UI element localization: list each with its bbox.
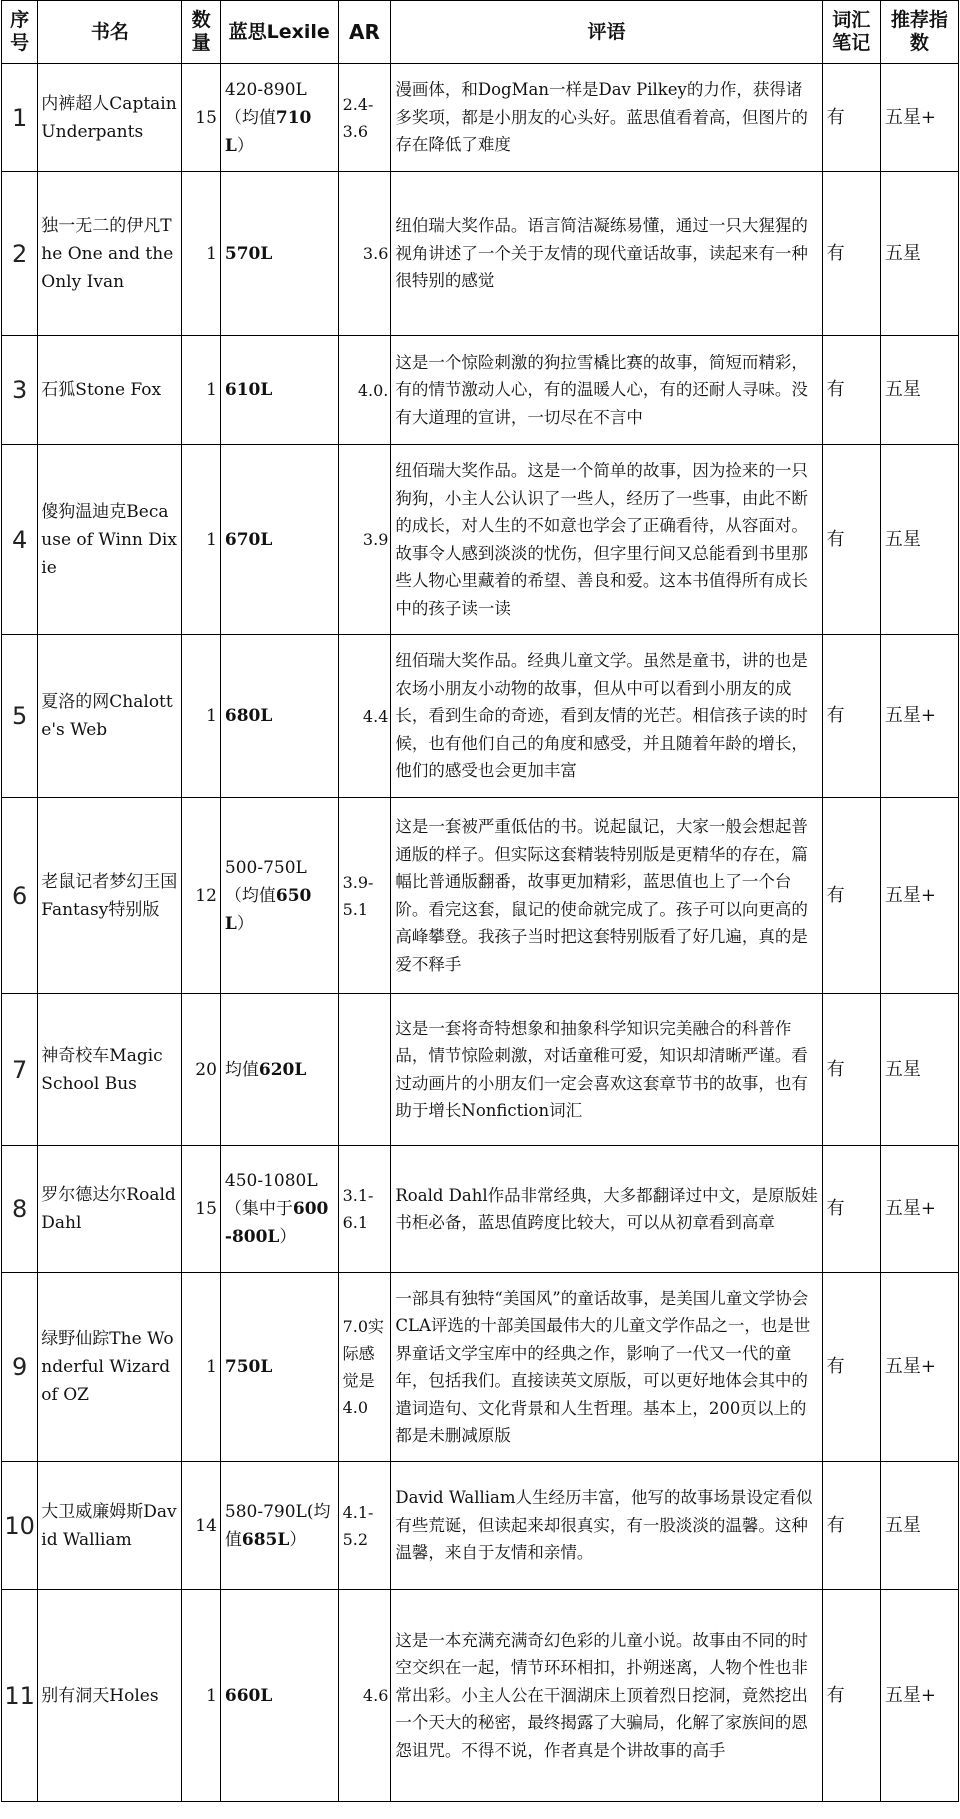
- vocab-notes: 有: [822, 1273, 880, 1462]
- recommend-rating: 五星+: [880, 64, 958, 172]
- lexile-main: 610L: [224, 380, 273, 400]
- row-number: 7: [2, 994, 38, 1146]
- book-quantity: 14: [182, 1462, 221, 1590]
- recommend-rating: 五星: [880, 172, 958, 336]
- book-list-table: [1, 0, 959, 1802]
- ar-level: 2.4-3.6: [338, 64, 391, 172]
- row-number: 8: [2, 1146, 38, 1273]
- lexile-value: [220, 798, 338, 994]
- vocab-notes: 有: [822, 1146, 880, 1273]
- header-ar: AR: [338, 1, 391, 64]
- recommend-rating: 五星+: [880, 1273, 958, 1462]
- vocab-notes: 有: [822, 1462, 880, 1590]
- vocab-notes: 有: [822, 172, 880, 336]
- book-quantity: 1: [182, 1590, 221, 1802]
- lexile-main: 600-800L: [224, 1199, 329, 1247]
- table-row: [2, 64, 959, 172]
- row-number: 3: [2, 336, 38, 445]
- book-quantity: 15: [182, 64, 221, 172]
- ar-level: 3.9-5.1: [338, 798, 391, 994]
- book-comment: 纽佰瑞大奖作品。这是一个简单的故事，因为捡来的一只狗狗，小主人公认识了一些人，经历了一些事，由此不断的成长，对人生的不如意也学会了正确看待，从容面对。故事令人感到淡淡的忧伤，但字里行间又总能看到书里那些人物心里藏着的希望、善良和爱。这本书值得所有成长中的孩子读一读: [391, 445, 822, 635]
- lexile-prefix: 450-1080L（集中于: [224, 1171, 318, 1219]
- ar-level: 4.1-5.2: [338, 1462, 391, 1590]
- lexile-prefix: 580-790L(均值: [224, 1501, 331, 1550]
- row-number: 11: [2, 1590, 38, 1802]
- ar-level: 4.6: [338, 1590, 391, 1802]
- ar-level: [338, 994, 391, 1146]
- lexile-value: [220, 635, 338, 798]
- row-number: 9: [2, 1273, 38, 1462]
- vocab-notes: 有: [822, 635, 880, 798]
- recommend-rating: 五星+: [880, 635, 958, 798]
- lexile-prefix: 420-890L（均值: [224, 79, 307, 128]
- book-title: 傻狗温迪克Because of Winn Dixie: [38, 445, 182, 635]
- row-number: 1: [2, 64, 38, 172]
- book-title: 老鼠记者梦幻王国Fantasy特别版: [38, 798, 182, 994]
- table-body: [2, 64, 959, 1802]
- lexile-value: [220, 994, 338, 1146]
- lexile-value: [220, 1590, 338, 1802]
- book-comment: 这是一个惊险刺激的狗拉雪橇比赛的故事，简短而精彩，有的情节激动人心，有的温暖人心，有的还耐人寻味。没有大道理的宣讲，一切尽在不言中: [391, 336, 822, 445]
- header-qty: 数量: [182, 1, 221, 64]
- lexile-value: [220, 1273, 338, 1462]
- lexile-value: [220, 336, 338, 445]
- lexile-suffix: ）: [279, 1227, 297, 1247]
- recommend-rating: 五星: [880, 336, 958, 445]
- vocab-notes: 有: [822, 64, 880, 172]
- lexile-value: [220, 1146, 338, 1273]
- book-quantity: 1: [182, 336, 221, 445]
- lexile-prefix: 500-750L（均值: [224, 857, 307, 906]
- vocab-notes: 有: [822, 336, 880, 445]
- book-title: 神奇校车Magic School Bus: [38, 994, 182, 1146]
- vocab-notes: 有: [822, 994, 880, 1146]
- header-lexile: 蓝思Lexile: [220, 1, 338, 64]
- lexile-main: 680L: [224, 706, 273, 726]
- table-row: [2, 798, 959, 994]
- lexile-value: [220, 64, 338, 172]
- lexile-main: 670L: [224, 529, 273, 550]
- lexile-main: 620L: [258, 1059, 307, 1080]
- row-number: 10: [2, 1462, 38, 1590]
- book-title: 罗尔德达尔Roald Dahl: [38, 1146, 182, 1273]
- book-title: 独一无二的伊凡The One and the Only Ivan: [38, 172, 182, 336]
- ar-level: 3.9: [338, 445, 391, 635]
- row-number: 4: [2, 445, 38, 635]
- ar-level: 3.6: [338, 172, 391, 336]
- table-row: [2, 445, 959, 635]
- book-quantity: 1: [182, 445, 221, 635]
- vocab-notes: 有: [822, 1590, 880, 1802]
- recommend-rating: 五星: [880, 994, 958, 1146]
- header-stars: 推荐指数: [880, 1, 958, 64]
- row-number: 5: [2, 635, 38, 798]
- lexile-main: 750L: [224, 1357, 273, 1377]
- book-title: 夏洛的网Chalotte's Web: [38, 635, 182, 798]
- recommend-rating: 五星: [880, 1462, 958, 1590]
- lexile-suffix: ）: [289, 1529, 307, 1550]
- recommend-rating: 五星: [880, 445, 958, 635]
- table-row: [2, 336, 959, 445]
- header-vocab: 词汇笔记: [822, 1, 880, 64]
- book-quantity: 1: [182, 635, 221, 798]
- table-row: [2, 1273, 959, 1462]
- header-row: [2, 1, 959, 64]
- lexile-suffix: ）: [236, 135, 254, 156]
- book-comment: 漫画体，和DogMan一样是Dav Pilkey的力作，获得诸多奖项，都是小朋友的心头好。蓝思值看着高，但图片的存在降低了难度: [391, 64, 822, 172]
- header-no: 序号: [2, 1, 38, 64]
- book-comment: 这是一套被严重低估的书。说起鼠记，大家一般会想起普通版的样子。但实际这套精装特别版是更精华的存在，篇幅比普通版翻番，故事更加精彩，蓝思值也上了一个台阶。看完这套，鼠记的使命就完成了。孩子可以向更高的高峰攀登。我孩子当时把这套特别版看了好几遍，真的是爱不释手: [391, 798, 822, 994]
- book-quantity: 20: [182, 994, 221, 1146]
- book-title: 内裤超人Captain Underpants: [38, 64, 182, 172]
- book-comment: David Walliam人生经历丰富，他写的故事场景设定看似有些荒诞，但读起来却很真实，有一股淡淡的温馨。这种温馨，来自于友情和亲情。: [391, 1462, 822, 1590]
- table-row: [2, 1462, 959, 1590]
- recommend-rating: 五星+: [880, 1590, 958, 1802]
- row-number: 6: [2, 798, 38, 994]
- lexile-value: [220, 1462, 338, 1590]
- book-comment: 这是一套将奇特想象和抽象科学知识完美融合的科普作品，情节惊险刺激，对话童稚可爱，知识却清晰严谨。看过动画片的小朋友们一定会喜欢这套章节书的故事，也有助于增长Nonfiction词汇: [391, 994, 822, 1146]
- book-comment: 纽伯瑞大奖作品。语言简洁凝练易懂，通过一只大猩猩的视角讲述了一个关于友情的现代童话故事，读起来有一种很特别的感觉: [391, 172, 822, 336]
- book-quantity: 1: [182, 172, 221, 336]
- lexile-main: 685L: [241, 1529, 290, 1550]
- lexile-suffix: ）: [236, 913, 254, 934]
- recommend-rating: 五星+: [880, 798, 958, 994]
- ar-level: 4.0.: [338, 336, 391, 445]
- book-title: 大卫威廉姆斯David Walliam: [38, 1462, 182, 1590]
- vocab-notes: 有: [822, 798, 880, 994]
- lexile-value: [220, 172, 338, 336]
- table-row: [2, 172, 959, 336]
- book-comment: Roald Dahl作品非常经典，大多都翻译过中文，是原版娃书柜必备，蓝思值跨度比较大，可以从初章看到高章: [391, 1146, 822, 1273]
- ar-level: 7.0实际感觉是4.0: [338, 1273, 391, 1462]
- row-number: 2: [2, 172, 38, 336]
- book-comment: 一部具有独特“美国风”的童话故事，是美国儿童文学协会CLA评选的十部美国最伟大的儿童文学作品之一，也是世界童话文学宝库中的经典之作，影响了一代又一代的童年，包括我们。直接读英文原版，可以更好地体会其中的遣词造句、文化背景和人生哲理。基本上，200页以上的都是未删减原版: [391, 1273, 822, 1462]
- table-row: [2, 1590, 959, 1802]
- book-quantity: 15: [182, 1146, 221, 1273]
- header-comment: 评语: [391, 1, 822, 64]
- book-quantity: 12: [182, 798, 221, 994]
- table-row: [2, 635, 959, 798]
- book-title: 石狐Stone Fox: [38, 336, 182, 445]
- header-title: 书名: [38, 1, 182, 64]
- lexile-prefix: 均值: [224, 1059, 259, 1080]
- vocab-notes: 有: [822, 445, 880, 635]
- lexile-main: 710L: [224, 107, 312, 156]
- book-title: 别有洞天Holes: [38, 1590, 182, 1802]
- lexile-main: 650L: [224, 885, 312, 934]
- recommend-rating: 五星+: [880, 1146, 958, 1273]
- book-comment: 这是一本充满充满奇幻色彩的儿童小说。故事由不同的时空交织在一起，情节环环相扣，扑朔迷离，人物个性也非常出彩。小主人公在干涸湖床上顶着烈日挖洞，竟然挖出一个天大的秘密，最终揭露了大骗局，化解了家族间的恩怨诅咒。不得不说，作者真是个讲故事的高手: [391, 1590, 822, 1802]
- table-row: [2, 994, 959, 1146]
- book-comment: 纽佰瑞大奖作品。经典儿童文学。虽然是童书，讲的也是农场小朋友小动物的故事，但从中可以看到小朋友的成长，看到生命的奇迹，看到友情的光芒。相信孩子读的时候，也有他们自己的角度和感受，并且随着年龄的增长，他们的感受也会更加丰富: [391, 635, 822, 798]
- lexile-value: [220, 445, 338, 635]
- ar-level: 3.1-6.1: [338, 1146, 391, 1273]
- lexile-main: 660L: [224, 1685, 273, 1706]
- book-quantity: 1: [182, 1273, 221, 1462]
- ar-level: 4.4: [338, 635, 391, 798]
- lexile-main: 570L: [224, 243, 273, 264]
- book-title: 绿野仙踪The Wonderful Wizard of OZ: [38, 1273, 182, 1462]
- table-row: [2, 1146, 959, 1273]
